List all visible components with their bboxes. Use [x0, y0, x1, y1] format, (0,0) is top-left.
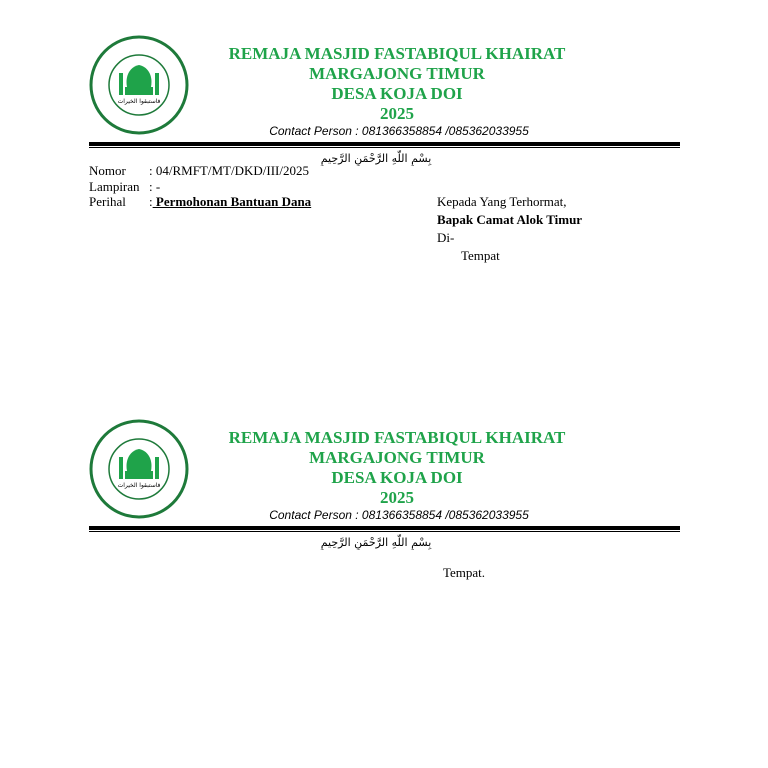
contact-person: Contact Person : 081366358854 /085362033955 — [269, 124, 529, 138]
place-text: Tempat. — [443, 565, 486, 580]
contact-person: Contact Person : 081366358854 /085362033955 — [269, 508, 529, 522]
nomor-value: : 04/RMFT/MT/DKD/III/2025 — [149, 163, 309, 178]
letterhead-bottom — [0, 414, 768, 534]
letter-meta — [89, 163, 311, 210]
svg-text:بِسْمِ اللَّهِ الرَّحْمَنِ الر: بِسْمِ اللَّهِ الرَّحْمَنِ الرَّحِيمِ — [320, 152, 432, 165]
org-subtitle: MARGAJONG TIMUR — [309, 64, 485, 83]
basmala — [296, 150, 456, 166]
header-divider-thin — [89, 531, 680, 532]
recipient-place: Tempat — [461, 248, 500, 263]
basmala — [296, 534, 456, 550]
letterhead-top — [0, 30, 768, 150]
org-village: DESA KOJA DOI — [331, 468, 463, 487]
org-year: 2025 — [380, 488, 414, 507]
header-divider-thin — [89, 147, 680, 148]
svg-text:فاستبقوا الخيرات: فاستبقوا الخيرات — [117, 482, 161, 489]
svg-text:بِسْمِ اللَّهِ الرَّحْمَنِ الر: بِسْمِ اللَّهِ الرَّحْمَنِ الرَّحِيمِ — [320, 536, 432, 549]
lampiran-value: : - — [149, 178, 161, 194]
org-name: REMAJA MASJID FASTABIQUL KHAIRAT — [228, 44, 566, 63]
header-divider — [89, 526, 680, 530]
org-subtitle: MARGAJONG TIMUR — [309, 448, 485, 467]
perihal-label: Perihal — [89, 194, 126, 209]
lampiran-label: Lampiran — [89, 178, 140, 194]
recipient-block — [437, 193, 582, 265]
perihal-sep: : — [149, 194, 153, 209]
recipient-greeting: Kepada Yang Terhormat, — [437, 194, 567, 209]
recipient-di: Di- — [437, 230, 455, 245]
org-name: REMAJA MASJID FASTABIQUL KHAIRAT — [228, 428, 566, 447]
org-year: 2025 — [380, 104, 414, 123]
nomor-label: Nomor — [89, 163, 126, 178]
org-village: DESA KOJA DOI — [331, 84, 463, 103]
header-divider — [89, 142, 680, 146]
recipient-name: Bapak Camat Alok Timur — [437, 212, 583, 227]
svg-text:فاستبقوا الخيرات: فاستبقوا الخيرات — [117, 98, 161, 105]
perihal-value: Permohonan Bantuan Dana — [152, 194, 312, 209]
